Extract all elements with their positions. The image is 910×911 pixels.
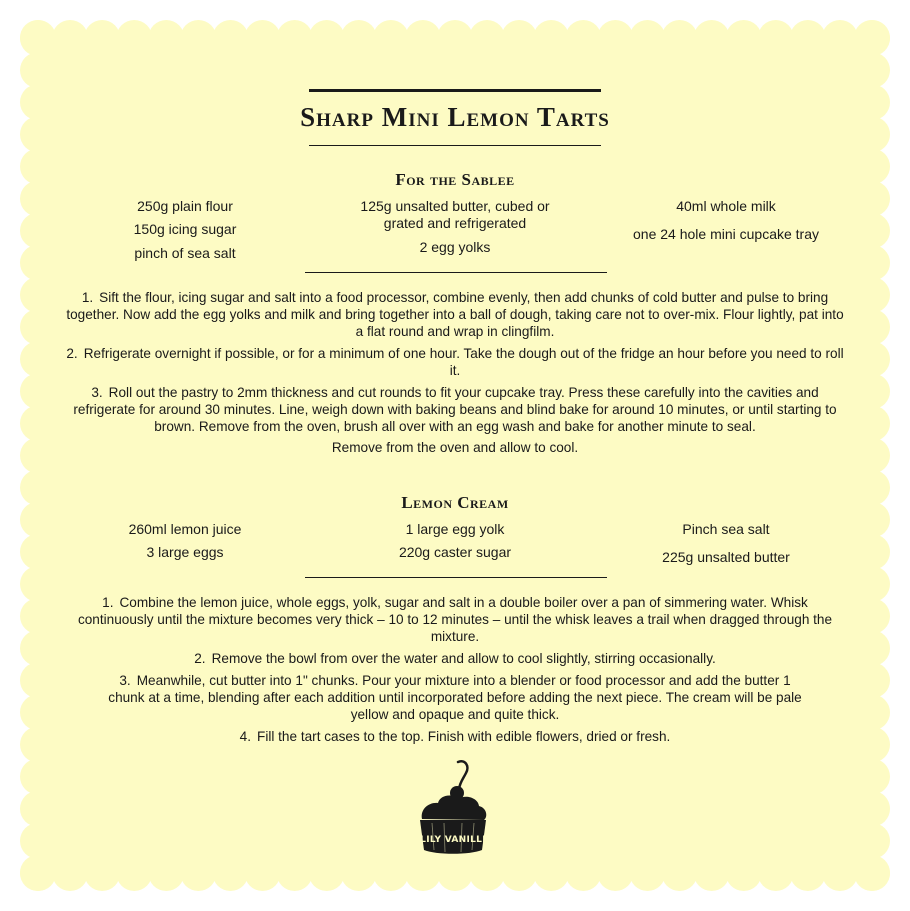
title-bottom-rule <box>309 145 601 146</box>
step-number: 2. <box>194 651 206 666</box>
ingredient: pinch of sea salt <box>134 245 236 261</box>
ingredients-col-1 <box>95 521 275 561</box>
step-number: 2. <box>66 346 78 361</box>
step-text: Remove the bowl from over the water and allow to cool slightly, stirring occasionally. <box>211 651 716 666</box>
section-heading-sablee: For the Sablee <box>395 170 515 189</box>
ingredient: 150g icing sugar <box>133 221 237 237</box>
recipe-title: Sharp Mini Lemon Tarts <box>300 102 610 132</box>
step-text: Refrigerate overnight if possible, or for a minimum of one hour. Take the dough out of the fridge an hour before you need to roll it. <box>83 346 844 378</box>
ingredient: one 24 hole mini cupcake tray <box>633 226 819 242</box>
ingredient: 125g unsalted butter, cubed or grated and refrigerated <box>360 198 550 231</box>
ingredients-col-1 <box>95 198 275 262</box>
title-top-rule <box>309 89 601 92</box>
method-step <box>66 439 844 456</box>
method-step <box>66 345 844 379</box>
ingredients-divider <box>305 272 607 273</box>
ingredients-divider <box>305 577 607 578</box>
ingredient: 250g plain flour <box>137 198 233 214</box>
method-step <box>66 594 844 645</box>
step-text: Roll out the pastry to 2mm thickness and cut rounds to fit your cupcake tray. Press these carefully into the cavities and refrigerate for around 30 minutes. Line, weigh down with baking beans and blind bake for around 10 minutes, or until starting to brown. Remove from the oven, brush all over with an egg wash and bake for another minute to seal. <box>73 385 837 434</box>
step-text: Sift the flour, icing sugar and salt into a food processor, combine evenly, then add chunks of cold butter and pulse to bring together. Now add the egg yolks and milk and bring together into a ball of dough, taking care not to over-mix. Flour lightly, pat into a flat round and wrap in clingfilm. <box>66 290 844 339</box>
method-step <box>66 650 844 667</box>
ingredients-col-3 <box>615 521 837 566</box>
section-heading-lemon-cream: Lemon Cream <box>401 493 509 512</box>
ingredients-col-2 <box>345 198 565 256</box>
ingredient: 3 large eggs <box>146 544 224 560</box>
method-list-sablee <box>66 289 844 456</box>
ingredient: 2 egg yolks <box>419 239 491 255</box>
method-step <box>66 289 844 340</box>
step-text: Combine the lemon juice, whole eggs, yolk, sugar and salt in a double boiler over a pan of simmering water. Whisk continuously until the mixture becomes very thick – 10 to 12 minutes – until the whisk leaves a trail when dragged through the mixture. <box>77 595 833 644</box>
ingredient: 225g unsalted butter <box>662 549 790 565</box>
step-text: Remove from the oven and allow to cool. <box>331 440 579 455</box>
method-step <box>66 384 844 435</box>
ingredient: Pinch sea salt <box>682 521 770 537</box>
ingredient: 40ml whole milk <box>676 198 776 214</box>
ingredients-col-3 <box>615 198 837 243</box>
ingredient: 220g caster sugar <box>398 544 512 560</box>
ingredients-col-2 <box>345 521 565 561</box>
method-step <box>66 728 844 745</box>
step-number: 4. <box>239 729 252 744</box>
ingredient: 260ml lemon juice <box>128 521 242 537</box>
step-text: Fill the tart cases to the top. Finish with edible flowers, dried or fresh. <box>257 729 671 744</box>
step-number: 1. <box>81 290 94 305</box>
step-number: 1. <box>102 595 114 610</box>
method-step <box>66 672 844 723</box>
step-number: 3. <box>91 385 103 400</box>
method-list-lemon-cream <box>66 594 844 745</box>
step-number: 3. <box>119 673 131 688</box>
cupcake-logo-icon <box>412 756 494 858</box>
ingredient: 1 large egg yolk <box>405 521 505 537</box>
logo-text: LILY VANILLI <box>420 835 486 845</box>
step-text: Meanwhile, cut butter into 1" chunks. Pour your mixture into a blender or food processor and add the butter 1 chunk at a time, blending after each addition until incorporated before adding the next piece. The cream will be pale yellow and opaque and quite thick. <box>108 673 802 722</box>
